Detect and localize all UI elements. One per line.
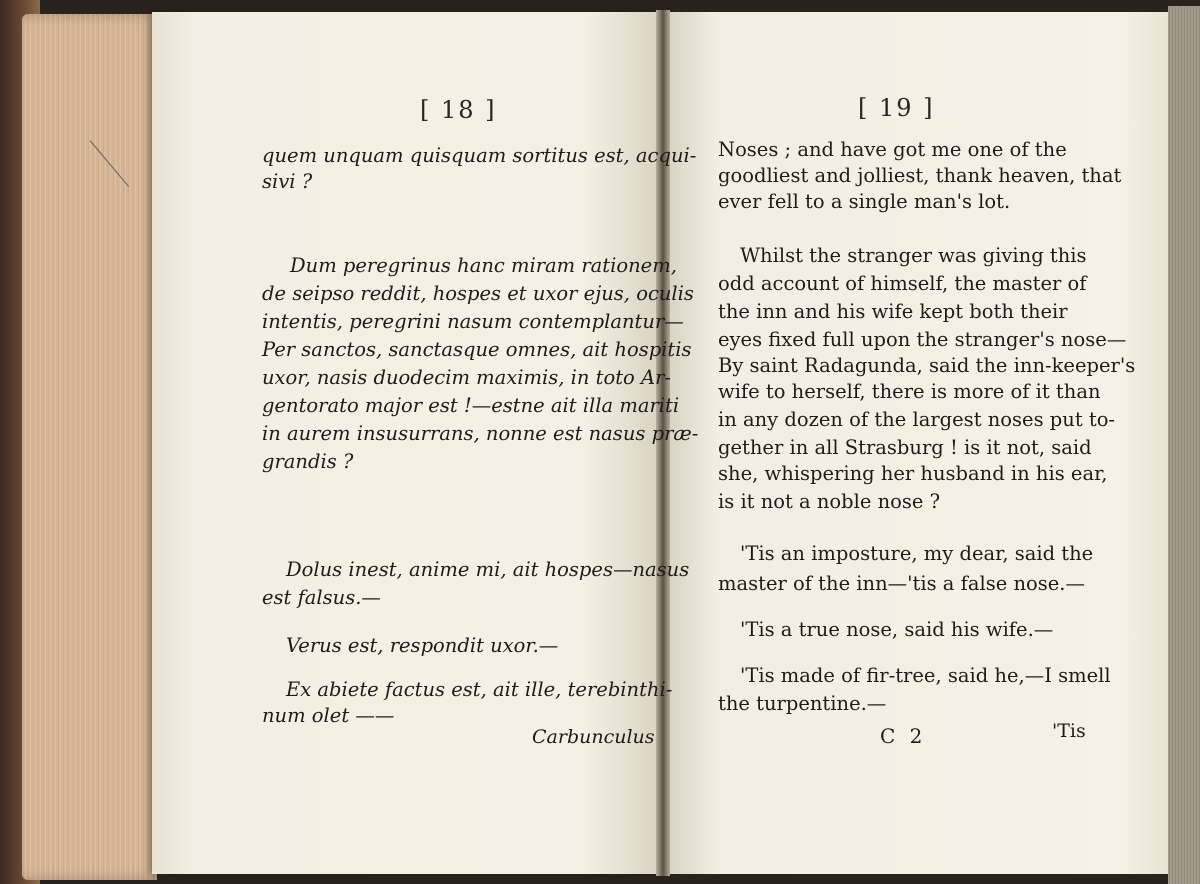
right-catchword: 'Tis bbox=[1052, 720, 1086, 742]
right-line-8: By saint Radagunda, said the inn-keeper's bbox=[718, 354, 1136, 377]
left-line-12: est falsus.— bbox=[262, 586, 381, 609]
right-page-number: [ 19 ] bbox=[858, 94, 935, 122]
right-line-3: ever fell to a single man's lot. bbox=[718, 190, 1011, 213]
right-line-15: master of the inn—'tis a false nose.— bbox=[718, 572, 1085, 595]
right-line-12: she, whispering her husband in his ear, bbox=[718, 462, 1108, 485]
left-line-10: grandis ? bbox=[262, 450, 354, 473]
right-line-7: eyes fixed full upon the stranger's nose— bbox=[718, 328, 1127, 351]
left-line-7: uxor, nasis duodecim maximis, in toto Ar- bbox=[262, 366, 671, 389]
left-line-4: de seipso reddit, hospes et uxor ejus, oculis bbox=[262, 282, 694, 305]
right-line-6: the inn and his wife kept both their bbox=[718, 300, 1068, 323]
left-line-15: num olet —— bbox=[262, 704, 395, 727]
right-line-11: gether in all Strasburg ! is it not, said bbox=[718, 436, 1092, 459]
right-line-9: wife to herself, there is more of it than bbox=[718, 380, 1101, 403]
left-line-9: in aurem insusurrans, nonne est nasus præ- bbox=[262, 422, 699, 445]
left-line-3: Dum peregrinus hanc miram rationem, bbox=[290, 254, 677, 277]
left-line-2: sivi ? bbox=[262, 170, 313, 193]
right-line-4: Whilst the stranger was giving this bbox=[740, 244, 1087, 267]
left-line-14: Ex abiete factus est, ait ille, terebinthi- bbox=[286, 678, 673, 701]
left-line-5: intentis, peregrini nasum contemplantur— bbox=[262, 310, 684, 333]
left-catchword: Carbunculus bbox=[532, 726, 655, 748]
left-page-number: [ 18 ] bbox=[420, 96, 497, 124]
right-line-16: 'Tis a true nose, said his wife.— bbox=[740, 618, 1054, 641]
left-line-13: Verus est, respondit uxor.— bbox=[286, 634, 559, 657]
right-line-18: the turpentine.— bbox=[718, 692, 887, 715]
right-line-14: 'Tis an imposture, my dear, said the bbox=[740, 542, 1094, 565]
right-line-10: in any dozen of the largest noses put to- bbox=[718, 408, 1116, 431]
right-line-17: 'Tis made of fir-tree, said he,—I smell bbox=[740, 664, 1111, 687]
right-line-13: is it not a noble nose ? bbox=[718, 490, 941, 513]
right-line-5: odd account of himself, the master of bbox=[718, 272, 1087, 295]
left-line-11: Dolus inest, anime mi, ait hospes—nasus bbox=[286, 558, 690, 581]
left-line-1: quem unquam quisquam sortitus est, acqui- bbox=[262, 144, 697, 167]
left-line-8: gentorato major est !—estne ait illa mariti bbox=[262, 394, 680, 417]
signature-mark: C 2 bbox=[880, 724, 927, 748]
page-edges-right bbox=[1168, 6, 1200, 884]
right-line-1: Noses ; and have got me one of the bbox=[718, 138, 1067, 161]
page-edges-left bbox=[22, 14, 157, 880]
left-line-6: Per sanctos, sanctasque omnes, ait hospitis bbox=[262, 338, 692, 361]
right-line-2: goodliest and jolliest, thank heaven, that bbox=[718, 164, 1122, 187]
